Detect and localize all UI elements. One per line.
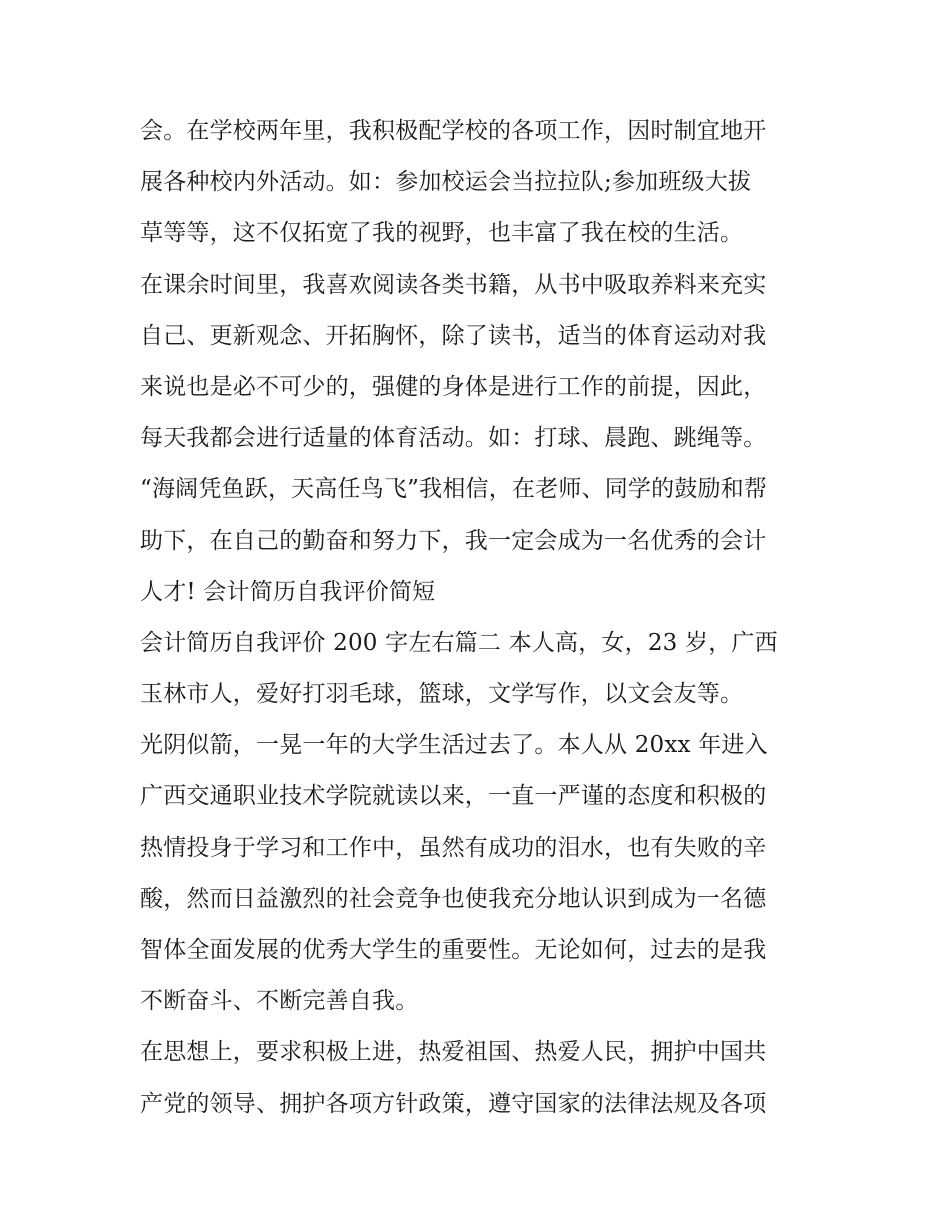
text-line: 展各种校内外活动。如：参加校运会当拉拉队;参加班级大拔 [140, 169, 752, 196]
text-line: 每天我都会进行适量的体育活动。如：打球、晨跑、跳绳等。 [140, 425, 767, 452]
text-line: 会。在学校两年里，我积极配学校的各项工作，因时制宜地开 [140, 118, 767, 144]
text-line: 产党的领导、拥护各项方针政策，遵守国家的法律法规及各项 [140, 1090, 767, 1117]
text-line: “海阔凭鱼跃，天高任鸟飞”我相信，在老师、同学的鼓励和帮 [140, 476, 768, 503]
text-line: 光阴似箭，一晃一年的大学生活过去了。本人从 20xx 年进入 [140, 732, 768, 759]
text-line: 广西交通职业技术学院就读以来，一直一严谨的态度和积极的 [140, 783, 767, 810]
text-line: 来说也是必不可少的，强健的身体是进行工作的前提，因此， [140, 373, 767, 400]
text-line: 自己、更新观念、开拓胸怀，除了读书，适当的体育运动对我 [140, 322, 767, 349]
text-line: 不断奋斗、不断完善自我。 [140, 988, 419, 1015]
text-line: 酸，然而日益激烈的社会竞争也使我充分地认识到成为一名德 [140, 885, 767, 912]
text-line: 会计简历自我评价 200 字左右篇二 本人高，女，23 岁，广西 [140, 629, 778, 656]
text-line: 热情投身于学习和工作中，虽然有成功的泪水，也有失败的辛 [140, 834, 767, 861]
text-line: 人才! 会计简历自我评价简短 [140, 578, 436, 605]
text-line: 助下，在自己的勤奋和努力下，我一定会成为一名优秀的会计 [140, 527, 767, 554]
text-line: 草等等，这不仅拓宽了我的视野，也丰富了我在校的生活。 [140, 220, 744, 247]
document-body [140, 106, 820, 1130]
text-line: 智体全面发展的优秀大学生的重要性。无论如何，过去的是我 [140, 937, 767, 963]
text-line: 玉林市人，爱好打羽毛球，篮球，文学写作，以文会友等。 [140, 681, 744, 708]
text-line: 在思想上，要求积极上进，热爱祖国、热爱人民，拥护中国共 [140, 1039, 767, 1066]
text-line: 在课余时间里，我喜欢阅读各类书籍，从书中吸取养料来充实 [140, 271, 767, 298]
